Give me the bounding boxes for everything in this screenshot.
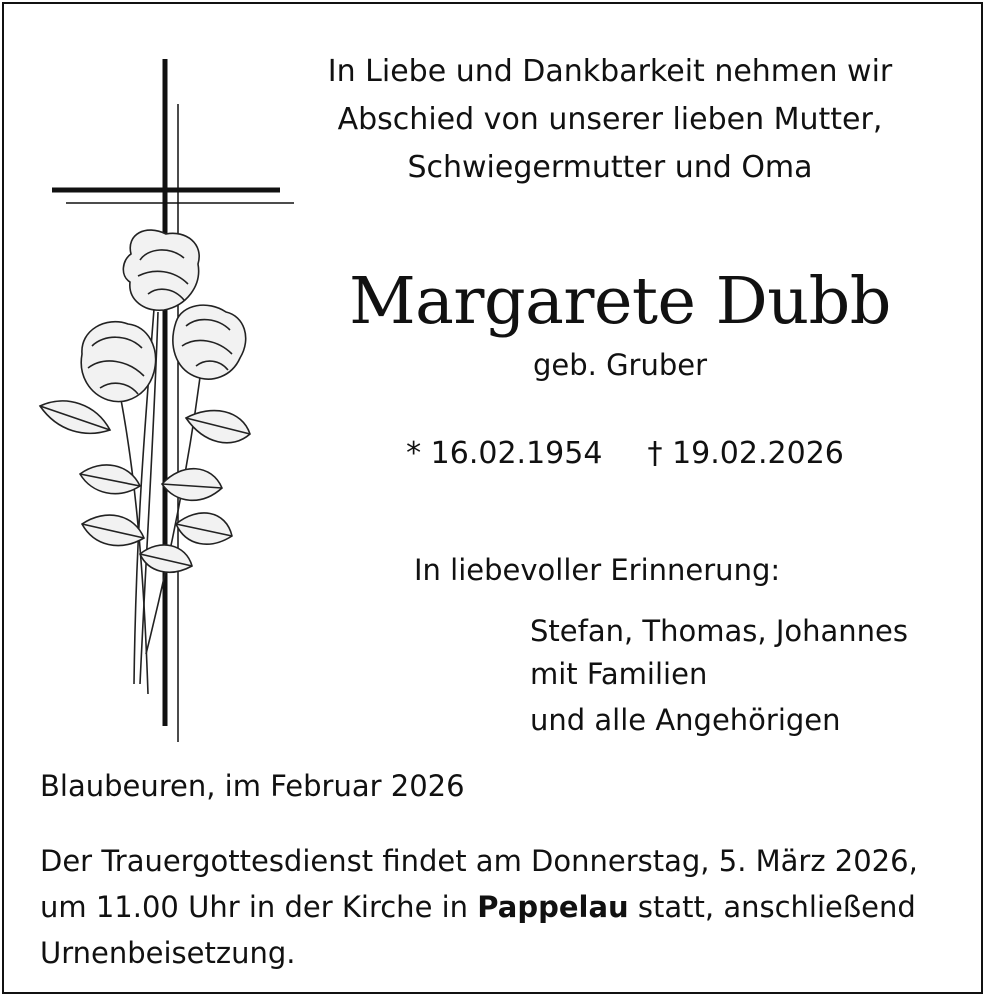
service-location: Pappelau: [477, 890, 629, 924]
memory-heading: In liebevoller Erinnerung:: [414, 553, 781, 587]
place-and-date: Blaubeuren, im Februar 2026: [40, 769, 465, 803]
birth-name: geb. Gruber: [532, 348, 708, 382]
cross-icon: [52, 59, 294, 742]
life-dates: [395, 432, 855, 476]
service-text-after: statt, anschließend Urnenbeisetzung.: [40, 890, 916, 970]
intro-line-2: Abschied von unserer lieben Mutter,: [337, 102, 883, 137]
signers-list: [530, 610, 908, 742]
birth-date: 16.02.1954: [430, 436, 603, 471]
birth-symbol: *: [406, 436, 422, 471]
deceased-name: Margarete Dubb: [349, 264, 891, 339]
service-text-before: Der Trauergottesdienst findet am Donnerstag, 5. März 2026, um 11.00 Uhr in der Kirche in: [40, 844, 918, 924]
service-announcement: [40, 838, 970, 976]
intro-line-3: Schwiegermutter und Oma: [407, 150, 813, 185]
death-symbol: †: [647, 436, 663, 471]
cross-with-roses-illustration: [36, 54, 306, 744]
signer-line: und alle Angehörigen: [530, 703, 841, 737]
death-date: 19.02.2026: [672, 436, 844, 471]
roses-icon: [40, 230, 250, 694]
signer-line: mit Familien: [530, 657, 708, 691]
intro-text: [300, 48, 920, 192]
signer-line: Stefan, Thomas, Johannes: [530, 614, 908, 648]
intro-line-1: In Liebe und Dankbarkeit nehmen wir: [327, 54, 893, 89]
